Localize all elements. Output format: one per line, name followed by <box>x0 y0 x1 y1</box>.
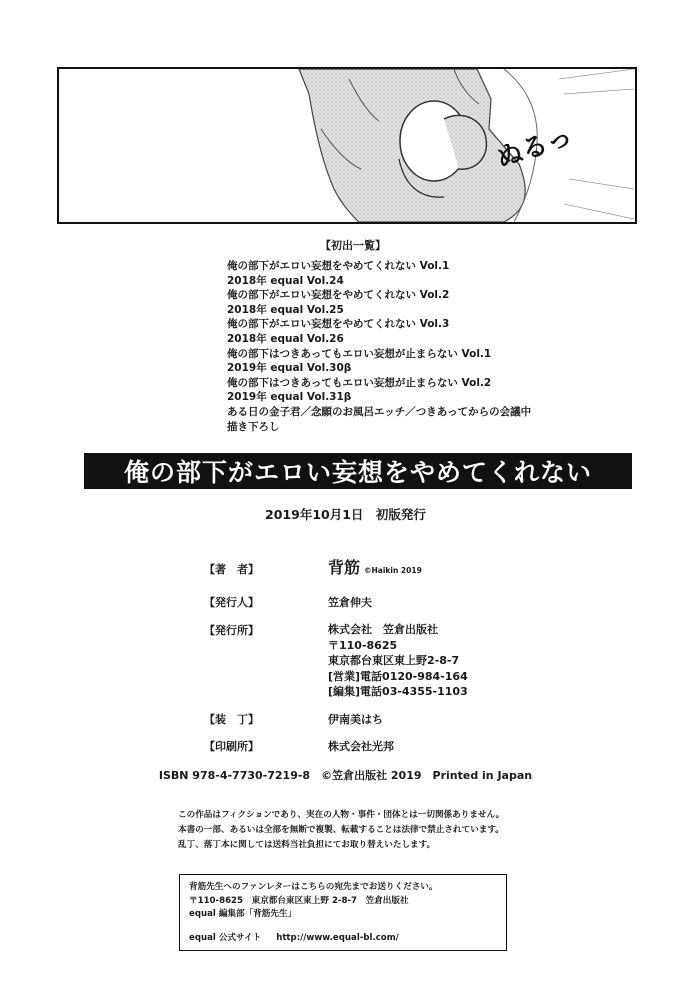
author-label: 【著 者】 <box>204 563 259 576</box>
first-appearance-heading: 【初出一覧】 <box>320 239 386 252</box>
sales-phone: [営業]電話0120-984-164 <box>328 669 468 683</box>
list-item: 2018年 equal Vol.25 <box>227 303 344 316</box>
postal-code: 〒110-8625 <box>328 638 398 652</box>
isbn-line: ISBN 978-4-7730-7219-8 ©笠倉出版社 2019 Printed in Japan <box>158 769 533 782</box>
book-title: 俺の部下がエロい妄想をやめてくれない <box>84 453 632 489</box>
designer: 伊南美はち <box>328 713 383 726</box>
list-item: 2018年 equal Vol.26 <box>227 332 344 345</box>
editorial-phone: [編集]電話03-4355-1103 <box>328 685 468 698</box>
author-block <box>328 555 422 578</box>
first-appearance-list <box>227 259 531 434</box>
address: 東京都台東区東上野2-8-7 <box>328 654 460 667</box>
printer: 株式会社光邦 <box>328 740 394 753</box>
list-item: 俺の部下がエロい妄想をやめてくれない Vol.3 <box>227 318 450 331</box>
official-site-label: equal 公式サイト <box>189 932 262 943</box>
fan-letter-recipient: equal 編集部「背筋先生」 <box>189 909 297 919</box>
list-item: ある日の金子君／念願のお風呂エッチ／つきあってからの会議中 <box>227 405 532 418</box>
author-name: 背筋 <box>328 558 361 577</box>
publisher-label: 【発行所】 <box>204 624 259 637</box>
legal-notes <box>178 808 504 853</box>
list-item: 俺の部下はつきあってもエロい妄想が止まらない Vol.2 <box>227 376 492 389</box>
sfx-text: ぬるっ <box>493 121 577 175</box>
list-item: 本書の一部、あるいは全部を無断で複製、転載することは法律で禁止されています。 <box>178 825 504 835</box>
fan-letter-intro: 背筋先生へのファンレターはこちらの宛先までお送りください。 <box>189 882 438 892</box>
list-item: 2018年 equal Vol.24 <box>227 274 344 287</box>
design-label: 【装 丁】 <box>204 713 259 726</box>
official-site-link[interactable]: http://www.equal-bl.com/ <box>276 932 399 943</box>
publisher-name: 株式会社 笠倉出版社 <box>328 623 438 636</box>
list-item: 描き下ろし <box>227 420 280 433</box>
publisher-person-label: 【発行人】 <box>204 596 259 609</box>
official-site <box>189 932 506 946</box>
list-item: 2019年 equal Vol.30β <box>227 362 352 375</box>
fan-letter-box <box>179 874 507 951</box>
manga-panel <box>57 67 637 224</box>
author-copyright: ©Haikin 2019 <box>364 566 422 575</box>
list-item: 2019年 equal Vol.31β <box>227 391 352 404</box>
fan-letter-address: 〒110-8625 東京都台東区東上野 2-8-7 笠倉出版社 <box>189 895 409 906</box>
publisher-person: 笠倉伸夫 <box>328 596 372 609</box>
publisher-address-block <box>328 622 468 700</box>
edition-date: 2019年10月1日 初版発行 <box>265 507 426 522</box>
list-item: 乱丁、落丁本に関しては送料当社負担にてお取り替えいたします。 <box>178 840 436 850</box>
list-item: この作品はフィクションであり、実在の人物・事件・団体とは一切関係ありません。 <box>178 810 505 820</box>
printer-label: 【印刷所】 <box>204 740 259 753</box>
list-item: 俺の部下はつきあってもエロい妄想が止まらない Vol.1 <box>227 347 492 360</box>
list-item: 俺の部下がエロい妄想をやめてくれない Vol.2 <box>227 289 450 302</box>
list-item: 俺の部下がエロい妄想をやめてくれない Vol.1 <box>227 260 450 272</box>
